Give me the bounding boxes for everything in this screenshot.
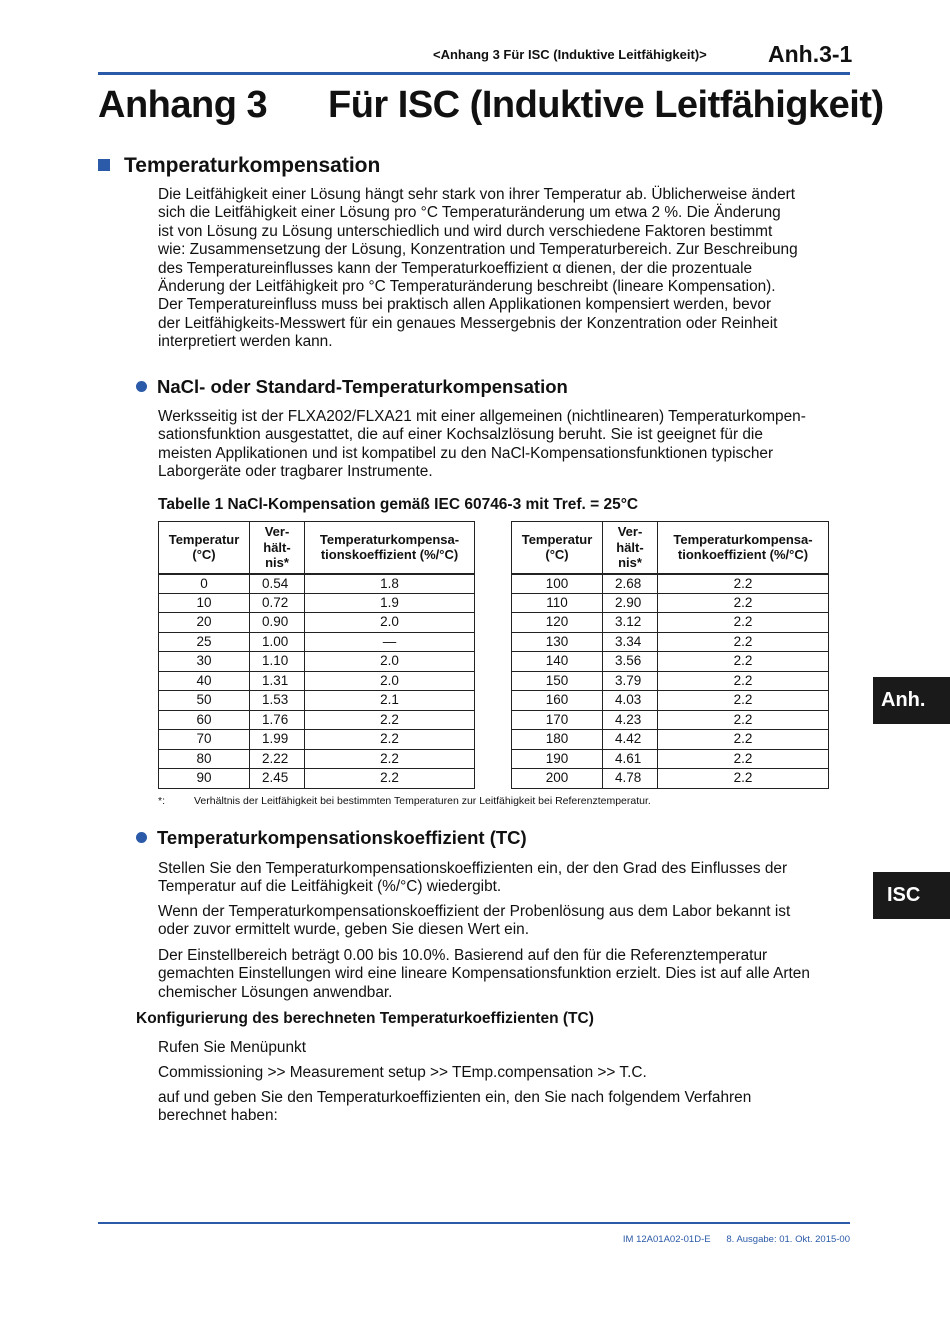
table-row: 180 4.42 2.2 xyxy=(512,730,829,750)
table-row: 120 3.12 2.2 xyxy=(512,613,829,633)
text-line: Werksseitig ist der FLXA202/FLXA21 mit einer allgemeinen (nichtlinearen) Temperaturkompen- xyxy=(158,408,806,425)
nacl-heading xyxy=(136,376,568,398)
menu-path: Commissioning >> Measurement setup >> TEmp.compensation >> T.C. xyxy=(158,1064,647,1081)
footnote-text: Verhältnis der Leitfähigkeit bei bestimmten Temperaturen zur Leitfähigkeit bei Referenztemperatur. xyxy=(194,795,651,807)
text-line: der Leitfähigkeits-Messwert für ein genaues Messergebnis der Konzentration oder Reinheit xyxy=(158,314,778,332)
nacl-paragraph xyxy=(158,408,848,482)
text-line: chemischer Lösungen anwendbar. xyxy=(158,983,393,1001)
footnote-mark: *: xyxy=(158,795,166,807)
table-row: 50 1.53 2.1 xyxy=(159,691,475,711)
running-header: <Anhang 3 Für ISC (Induktive Leitfähigkeit)> xyxy=(433,47,707,62)
text-line: auf und geben Sie den Temperaturkoeffizienten ein, den Sie nach folgendem Verfahren xyxy=(158,1089,752,1106)
table-row: 90 2.45 2.2 xyxy=(159,769,475,789)
round-bullet-icon xyxy=(136,381,147,392)
table-row: 0 0.54 1.8 xyxy=(159,574,475,594)
text-line: Temperatur auf die Leitfähigkeit (%/°C) wiedergibt. xyxy=(158,878,502,896)
tc-paragraph-3 xyxy=(158,947,848,1002)
text-line: Der Temperatureinfluss muss bei praktisch allen Applikationen kompensiert werden, bevor xyxy=(158,296,772,314)
section-heading-text: Temperaturkompensation xyxy=(124,154,381,177)
table-row: 130 3.34 2.2 xyxy=(512,632,829,652)
tc-heading xyxy=(136,827,527,849)
table-row: 80 2.22 2.2 xyxy=(159,749,475,769)
table-row: 70 1.99 2.2 xyxy=(159,730,475,750)
table-row: 10 0.72 1.9 xyxy=(159,593,475,613)
tc-heading-text: Temperaturkompensationskoeffizient (TC) xyxy=(157,827,527,848)
table-row: 160 4.03 2.2 xyxy=(512,691,829,711)
table-row: 170 4.23 2.2 xyxy=(512,710,829,730)
table-row: 110 2.90 2.2 xyxy=(512,593,829,613)
nacl-table-right xyxy=(511,521,829,789)
round-bullet-icon xyxy=(136,832,147,843)
footer-rule xyxy=(98,1222,850,1224)
col-header-temperature: Temperatur (°C) xyxy=(159,522,250,574)
side-tab-anh[interactable]: Anh. xyxy=(873,677,950,724)
text-line: Wenn der Temperaturkompensationskoeffizient der Probenlösung aus dem Labor bekannt ist xyxy=(158,903,791,920)
table-row: 25 1.00 — xyxy=(159,632,475,652)
header-rule xyxy=(98,72,850,75)
text-line: wie: Zusammensetzung der Lösung, Konzentration und Temperaturbereich. Zur Beschreibung xyxy=(158,241,798,259)
col-header-ratio: Ver- hält- nis* xyxy=(250,522,305,574)
table-title: Tabelle 1 NaCl-Kompensation gemäß IEC 60746-3 mit Tref. = 25°C xyxy=(158,496,639,513)
table-row: 150 3.79 2.2 xyxy=(512,671,829,691)
text-line: berechnet haben: xyxy=(158,1107,278,1125)
tc-paragraph-2 xyxy=(158,903,848,940)
text-line: Stellen Sie den Temperaturkompensationskoeffizienten ein, der den Grad des Einflusses der xyxy=(158,860,788,877)
text-line: meisten Applikationen und ist kompatibel zu den NaCl-Kompensationsfunktionen typischer xyxy=(158,444,774,462)
table-row: 40 1.31 2.0 xyxy=(159,671,475,691)
chapter-title: Für ISC (Induktive Leitfähigkeit) xyxy=(328,84,884,126)
text-line: Der Einstellbereich beträgt 0.00 bis 10.0%. Basierend auf den für die Referenztemperatur xyxy=(158,947,768,964)
section-heading xyxy=(98,154,380,178)
chapter-label: Anhang 3 xyxy=(98,84,268,126)
tc-paragraph-1 xyxy=(158,860,848,897)
table-row: 100 2.68 2.2 xyxy=(512,574,829,594)
table-row: 20 0.90 2.0 xyxy=(159,613,475,633)
col-header-temperature: Temperatur (°C) xyxy=(512,522,603,574)
nacl-table-left xyxy=(158,521,475,789)
table-row: 30 1.10 2.0 xyxy=(159,652,475,672)
table-header-row xyxy=(512,522,829,574)
table-row: 140 3.56 2.2 xyxy=(512,652,829,672)
footer-doc-info: IM 12A01A02-01D-E 8. Ausgabe: 01. Okt. 2015-00 xyxy=(622,1234,850,1245)
text-line: des Temperatureinflusses kann der Temperaturkoeffizient α dienen, der die prozentuale xyxy=(158,259,753,277)
nacl-heading-text: NaCl- oder Standard-Temperaturkompensation xyxy=(157,376,568,397)
text-line: interpretiert werden kann. xyxy=(158,333,333,351)
text-line: sationsfunktion ausgestattet, die auf einer Kochsalzlösung beruht. Sie ist geeignet für die xyxy=(158,426,763,444)
square-bullet-icon xyxy=(98,159,110,171)
table-header-row xyxy=(159,522,475,574)
config-line-3 xyxy=(158,1089,848,1126)
intro-paragraph xyxy=(158,186,848,352)
text-line: oder zuvor ermittelt wurde, geben Sie diesen Wert ein. xyxy=(158,921,529,939)
side-tab-isc[interactable]: ISC xyxy=(873,872,950,919)
table-row: 200 4.78 2.2 xyxy=(512,769,829,789)
col-header-ratio: Ver- hält- nis* xyxy=(603,522,658,574)
table-row: 60 1.76 2.2 xyxy=(159,710,475,730)
text-line: gemachten Einstellungen wird eine lineare Kompensationsfunktion erzielt. Dies ist auf alle Arten xyxy=(158,965,810,983)
col-header-coefficient: Temperaturkompensa- tionkoeffizient (%/°C) xyxy=(658,522,829,574)
config-heading: Konfigurierung des berechneten Temperaturkoeffizienten (TC) xyxy=(136,1010,594,1027)
page-number: Anh.3-1 xyxy=(768,41,853,67)
text-line: sich die Leitfähigkeit einer Lösung pro °C Temperaturänderung um etwa 2 %. Die Änderung xyxy=(158,204,781,222)
text-line: Änderung der Leitfähigkeit pro °C Temperaturänderung beschreibt (lineare Kompensation). xyxy=(158,278,776,296)
config-line-1: Rufen Sie Menüpunkt xyxy=(158,1039,307,1056)
text-line: Die Leitfähigkeit einer Lösung hängt sehr stark von ihrer Temperatur ab. Üblicherweise ändert xyxy=(158,186,796,203)
text-line: ist von Lösung zu Lösung unterschiedlich und wird durch verschiedene Faktoren bestimmt xyxy=(158,222,773,240)
text-line: Laborgeräte oder tragbarer Instrumente. xyxy=(158,463,433,481)
col-header-coefficient: Temperaturkompensa- tionskoeffizient (%/°C) xyxy=(305,522,475,574)
table-row: 190 4.61 2.2 xyxy=(512,749,829,769)
